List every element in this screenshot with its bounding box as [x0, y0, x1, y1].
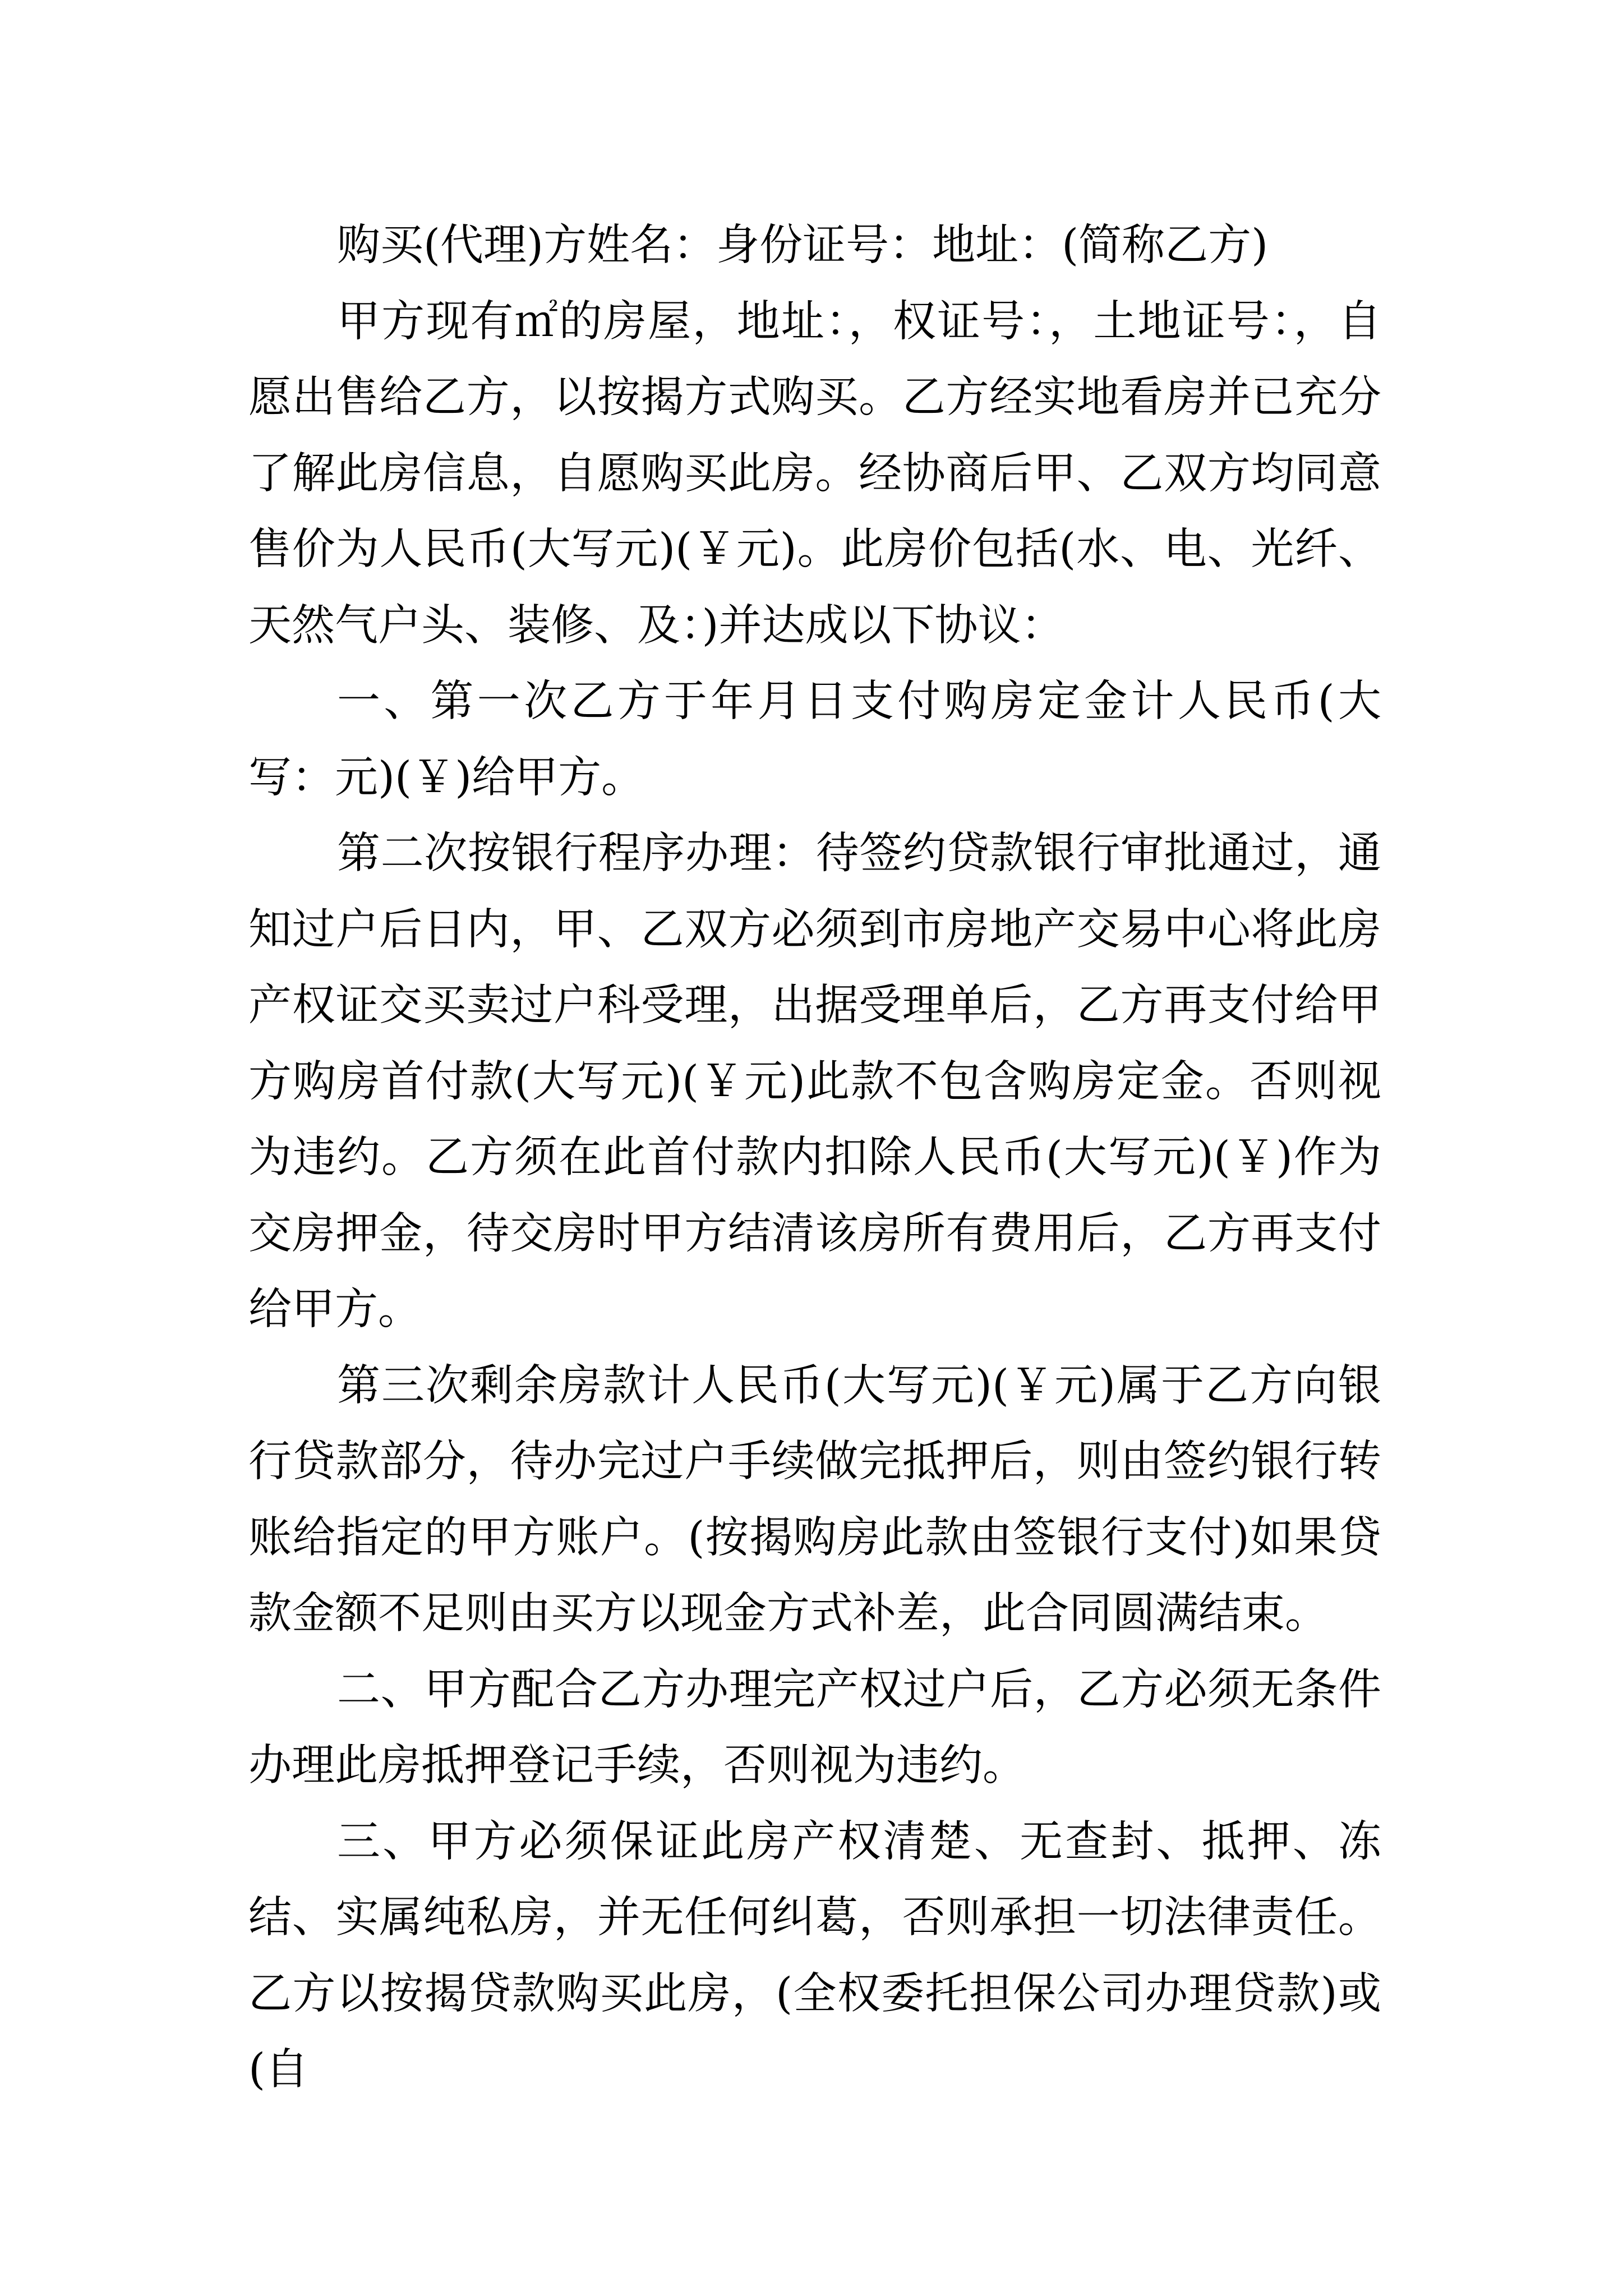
paragraph-property-and-price: 甲方现有㎡的房屋，地址：，权证号：，土地证号：，自愿出售给乙方，以按揭方式购买。乙方经实地看房并已充分了解此房信息，自愿购买此房。经协商后甲、乙双方均同意售价为人民币(大写元)(￥元)。此房价包括(水、电、光纤、天然气户头、装修、及：)并达成以下协议： [248, 296, 1381, 651]
paragraph-clause-3-title-guarantee: 三、甲方必须保证此房产权清楚、无查封、抵押、冻结、实属纯私房，并无任何纠葛，否则承担一切法律责任。乙方以按揭贷款购买此房，(全权委托担保公司办理贷款)或(自 [248, 1816, 1381, 2095]
paragraph-second-payment: 第二次按银行程序办理：待签约贷款银行审批通过，通知过户后日内，甲、乙双方必须到市房地产交易中心将此房产权证交买卖过户科受理，出据受理单后，乙方再支付给甲方购房首付款(大写元)(￥元)此款不包含购房定金。否则视为违约。乙方须在此首付款内扣除人民币(大写元)(￥)作为交房押金，待交房时甲方结清该房所有费用后，乙方再支付给甲方。 [248, 829, 1381, 1335]
document-body [248, 208, 1381, 2108]
paragraph-buyer-info: 购买(代理)方姓名：身份证号：地址：(简称乙方) [337, 220, 1269, 270]
paragraph-clause-1-deposit: 一、第一次乙方于年月日支付购房定金计人民币(大写：元)(￥)给甲方。 [248, 677, 1381, 803]
paragraph-clause-2-mortgage: 二、甲方配合乙方办理完产权过户后，乙方必须无条件办理此房抵押登记手续，否则视为违约。 [248, 1664, 1381, 1791]
paragraph-third-payment: 第三次剩余房款计人民币(大写元)(￥元)属于乙方向银行贷款部分，待办完过户手续做完抵押后，则由签约银行转账给指定的甲方账户。(按揭购房此款由签银行支付)如果贷款金额不足则由买方以现金方式补差，此合同圆满结束。 [248, 1360, 1381, 1639]
